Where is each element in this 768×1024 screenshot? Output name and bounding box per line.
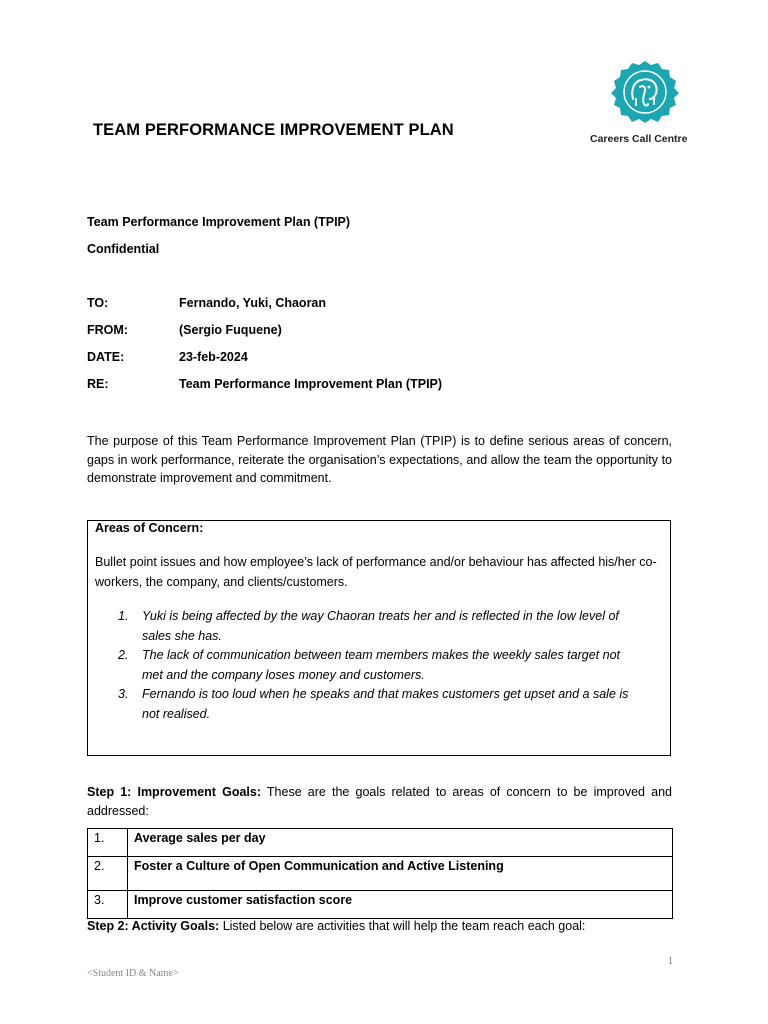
memo-date-row — [87, 350, 687, 364]
list-item-text: Yuki is being affected by the way Chaoran treats her and is reflected in the low level of sales she has. — [142, 609, 619, 643]
concern-list — [118, 607, 638, 724]
memo-re-label: RE: — [87, 377, 109, 391]
elephant-seal-icon — [609, 61, 681, 123]
list-item-text: Fernando is too loud when he speaks and that makes customers get upset and a sale is not realised. — [142, 687, 629, 721]
step1-text: These are the goals related to areas of concern to be improved and addressed: — [87, 785, 672, 818]
areas-of-concern-heading: Areas of Concern: — [95, 521, 204, 535]
list-item-number: 1. — [118, 609, 129, 623]
list-item-number: 2. — [118, 648, 129, 662]
table-row — [88, 829, 673, 857]
memo-from-label: FROM: — [87, 323, 128, 337]
step2-label: Step 2: Activity Goals: — [87, 919, 220, 933]
page-number: 1 — [668, 956, 673, 967]
memo-re-row — [87, 377, 687, 391]
memo-from-value: (Sergio Fuquene) — [179, 323, 282, 337]
memo-re-value: Team Performance Improvement Plan (TPIP) — [179, 377, 443, 391]
list-item — [118, 646, 638, 685]
list-item — [118, 607, 638, 646]
memo-to-value: Fernando, Yuki, Chaoran — [179, 296, 327, 310]
table-row — [88, 891, 673, 919]
table-row — [88, 857, 673, 891]
goal-number: 3. — [88, 891, 128, 919]
list-item-text: The lack of communication between team members makes the weekly sales target not met and the company loses money and customers. — [142, 648, 620, 682]
memo-to-row — [87, 296, 687, 310]
goal-text: Improve customer satisfaction score — [128, 891, 673, 919]
document-title: TEAM PERFORMANCE IMPROVEMENT PLAN — [93, 121, 454, 139]
careers-call-centre-logo — [609, 61, 681, 123]
step2-text: Listed below are activities that will help the team reach each goal: — [219, 919, 586, 933]
memo-date-value: 23-feb-2024 — [179, 350, 248, 364]
goal-number: 1. — [88, 829, 128, 857]
step1-label: Step 1: Improvement Goals: — [87, 785, 261, 799]
goal-text: Average sales per day — [128, 829, 673, 857]
plan-name-line: Team Performance Improvement Plan (TPIP) — [87, 215, 351, 229]
areas-of-concern-box — [87, 520, 671, 756]
goal-number: 2. — [88, 857, 128, 891]
logo-caption: Careers Call Centre — [590, 133, 688, 145]
step2-paragraph — [87, 919, 585, 933]
footer-student-id: <Student ID & Name> — [87, 968, 179, 979]
memo-from-row — [87, 323, 687, 337]
confidential-label: Confidential — [87, 242, 160, 256]
goal-text: Foster a Culture of Open Communication and Active Listening — [128, 857, 673, 891]
step1-paragraph — [87, 783, 672, 820]
list-item — [118, 685, 638, 724]
areas-of-concern-description: Bullet point issues and how employee’s lack of performance and/or behaviour has affected his/her co-workers, the company, and clients/customers. — [95, 555, 657, 589]
improvement-goals-table — [87, 828, 673, 919]
memo-date-label: DATE: — [87, 350, 125, 364]
purpose-paragraph: The purpose of this Team Performance Improvement Plan (TPIP) is to define serious areas of concern, gaps in work performance, reiterate the organisation’s expectations, and allow the team the opportunity to demonstrate improvement and commitment. — [87, 434, 672, 485]
memo-to-label: TO: — [87, 296, 109, 310]
list-item-number: 3. — [118, 687, 129, 701]
